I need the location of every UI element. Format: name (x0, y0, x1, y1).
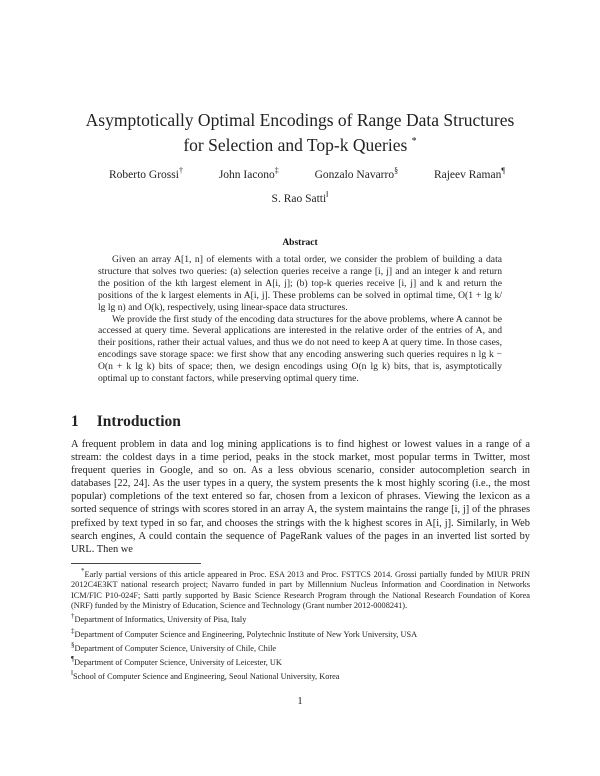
footnote-text: Department of Computer Science and Engineering, Polytechnic Institute of New York University, USA (74, 629, 418, 639)
title-footnote-mark: * (411, 136, 417, 147)
author-name: Gonzalo Navarro (314, 168, 395, 181)
footnote-mark: § (71, 640, 75, 649)
footnote-text: Department of Computer Science, University of Chile, Chile (74, 643, 277, 653)
abstract-heading: Abstract (282, 238, 318, 248)
author-mark: ‡ (274, 166, 279, 175)
paper-title (40, 109, 560, 156)
abstract-body (98, 254, 502, 385)
author-row-2 (80, 185, 520, 209)
author-mark: ¶ (501, 166, 505, 175)
author-raman (434, 161, 505, 185)
author-row-1 (80, 161, 520, 185)
intro-body (71, 438, 530, 556)
author-list (80, 161, 520, 209)
section-heading (71, 413, 181, 431)
footnote-mark: † (71, 612, 75, 621)
footnote-affiliation-nyu (71, 626, 530, 640)
footnote-mark: ¶ (71, 654, 75, 663)
author-iacono (219, 161, 279, 185)
author-navarro (315, 161, 399, 185)
author-name: Rajeev Raman (433, 168, 502, 181)
footnotes (71, 566, 530, 682)
title-line-1: Asymptotically Optimal Encodings of Range Data Structures (85, 110, 515, 130)
author-mark: † (178, 166, 183, 175)
author-satti (271, 189, 329, 205)
intro-paragraph-1: A frequent problem in data and log mining applications is to find highest or lowest values in a range of a stream: the coldest days in a time period, peaks in the stock market, most popular terms in Twitter, most frequent queries in Google, and so on. As a less obvious scenario, consider autocompletion search in databases [22, 24]. As the user types in a query, the system presents the k most highly scoring (i.e., the most popular) completions of the text entered so far, chosen from a lexicon of phrases. Viewing the lexicon as a sorted sequence of strings with scores stored in an array A, the system maintains the range [i, j] of the phrases prefixed by text typed in so far, and chooses the strings with the k highest scores in A[i, j]. Similarly, in Web search engines, A could contain the sequence of PageRank values of the pages in an inverted list sorted by URL. Then we (71, 439, 530, 555)
author-grossi (109, 161, 183, 185)
footnote-affiliation-chile (71, 640, 530, 654)
page-number: 1 (297, 696, 303, 707)
title-line-2 (40, 131, 560, 156)
section-title: Introduction (96, 413, 181, 430)
footnote-text: School of Computer Science and Engineering, Seoul National University, Korea (72, 671, 340, 681)
section-number: 1 (71, 413, 79, 430)
footnote-text: Early partial versions of this article appeared in Proc. ESA 2013 and Proc. FSTTCS 2014. Grossi partially funded by MIUR PRIN 2012C4E3KT national research project; Navarro funded in part by Millennium Nucleus Information and Coordination in Networks ICM/FIC P10-024F; Satti partly supported by Basic Science Research Program through the National Research Foundation of Korea (NRF) funded by the Ministry of Education, Science and Technology (Grant number 2012-0008241). (71, 569, 530, 610)
author-mark: § (394, 166, 399, 175)
abstract-paragraph-2: We provide the first study of the encoding data structures for the above problems, where A cannot be accessed at query time. Several applications are interested in the relative order of the entries of A, and their positions, rather their actual values, and thus we do not need to keep A at query time. In those cases, encodings save storage space: we first show that any encoding answering such queries requires n lg k − O(n + k lg k) bits of space; then, we design encodings using O(n lg k) bits, that is, asymptotically optimal up to constant factors, while preserving optimal query time. (98, 313, 502, 385)
footnote-mark: ‖ (71, 669, 73, 678)
author-name: Roberto Grossi (109, 168, 179, 181)
footnote-text: Department of Computer Science, University of Leicester, UK (74, 657, 282, 667)
footnote-affiliation-leicester (71, 654, 530, 668)
author-name: S. Rao Satti (271, 192, 327, 205)
footnote-rule (71, 563, 201, 564)
footnote-mark: * (81, 567, 85, 575)
footnote-text: Department of Informatics, University of Pisa, Italy (74, 615, 247, 625)
title-line-2-text: for Selection and Top-k Queries (183, 134, 408, 155)
footnote-affiliation-seoul (71, 668, 530, 682)
footnote-affiliation-pisa (71, 611, 530, 625)
abstract-paragraph-1: Given an array A[1, n] of elements with a total order, we consider the problem of building a data structure that solves two queries: (a) selection queries receive a range [i, j] and an integer k and return the position of the kth largest element in A[i, j]; (b) top-k queries receive [i, j] and k and return the positions of the k largest elements in A[i, j]. These problems can be solved in optimal time, O(1 + lg k/ lg lg n) and O(k), respectively, using linear-space data structures. (98, 254, 502, 313)
author-name: John Iacono (218, 168, 275, 181)
footnote-mark: ‡ (71, 626, 75, 635)
footnote-star (71, 566, 530, 611)
author-mark: ‖ (326, 189, 329, 199)
